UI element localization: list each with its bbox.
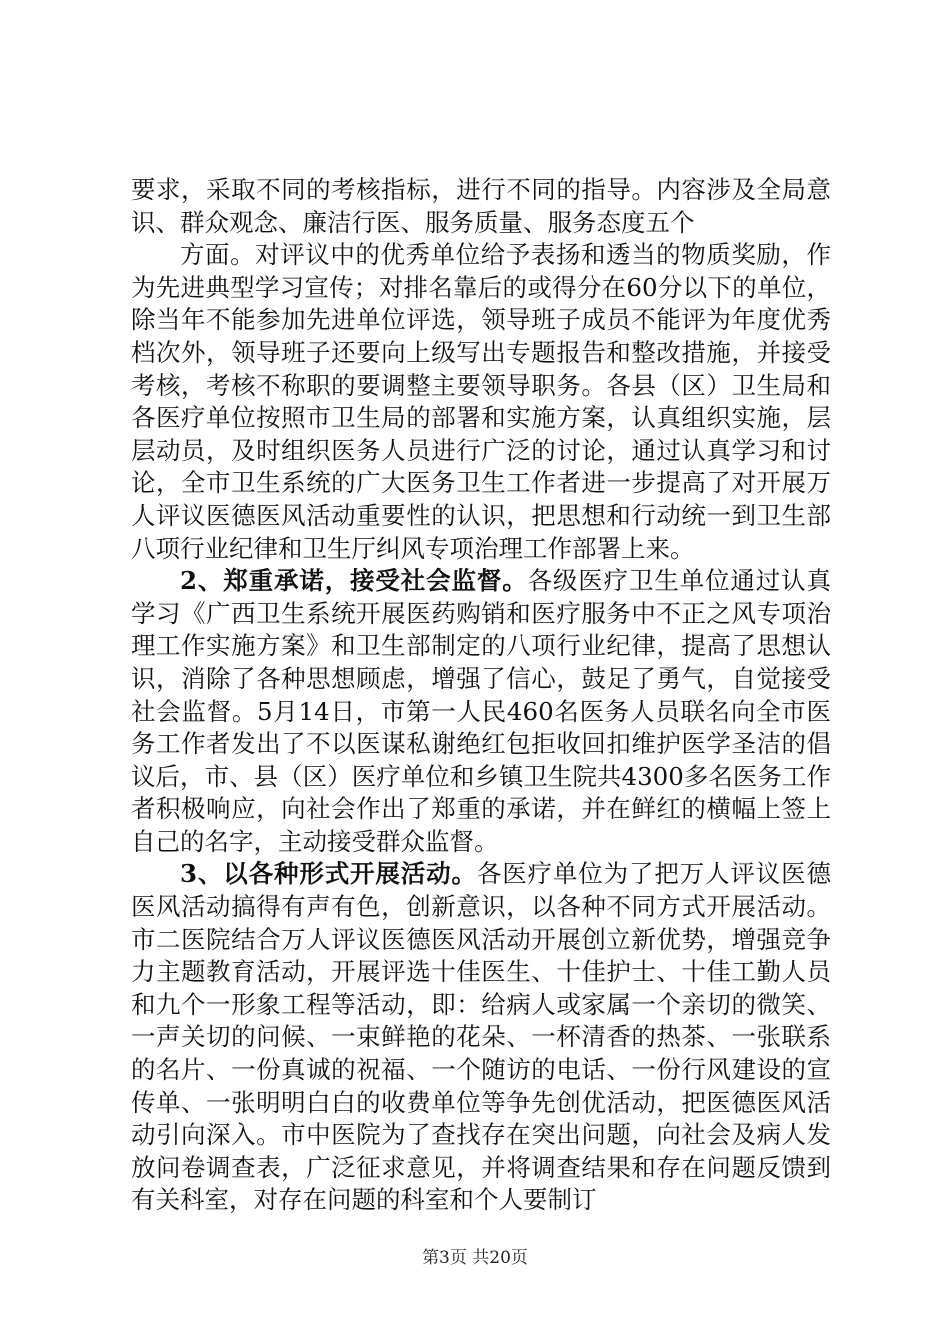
paragraph-text: 各医疗单位为了把万人评议医德医风活动搞得有声有色，创新意识，以各种不同方式开展活动。市二医院结合万人评议医德医风活动开展创立新优势，增强竞争力主题教育活动，开展评选十佳医生、十佳护士、十佳工勤人员和九个一形象工程等活动，即：给病人或家属一个亲切的微笑、一声关切的问候、一束鲜艳的花朵、一杯清香的热茶、一张联系的名片、一份真诚的祝福、一个随访的电话、一份行风建设的宣传单、一张明明白白的收费单位等争先创优活动，把医德医风活动引向深入。市中医院为了查找存在突出问题，向社会及病人发放问卷调查表，广泛征求意见，并将调查结果和存在问题反馈到有关科室，对存在问题的科室和个人要制订 <box>131 859 831 1215</box>
page-total: 共20页 <box>472 1248 528 1268</box>
paragraph-text: 要求，采取不同的考核指标，进行不同的指导。内容涉及全局意识、群众观念、廉洁行医、服务质量、服务态度五个 <box>131 175 831 237</box>
paragraph-1 <box>131 174 831 239</box>
document-body <box>131 174 831 1217</box>
paragraph-text: 各级医疗卫生单位通过认真学习《广西卫生系统开展医药购销和医疗服务中不正之风专项治理工作实施方案》和卫生部制定的八项行业纪律，提高了思想认识，消除了各种思想顾虑，增强了信心，鼓足了勇气，自觉接受社会监督。5月14日，市第一人民460名医务人员联名向全市医务工作者发出了不以医谋私谢绝红包拒收回扣维护医学圣洁的倡议后，市、县（区）医疗单位和乡镇卫生院共4300多名医务工作者积极响应，向社会作出了郑重的承诺，并在鲜红的横幅上签上自己的名字，主动接受群众监督。 <box>131 566 832 856</box>
page-number: 第3页 <box>422 1248 467 1268</box>
paragraph-3 <box>131 565 831 858</box>
page-footer <box>0 1243 950 1268</box>
paragraph-2 <box>131 239 831 565</box>
section-heading: 3、以各种形式开展活动。 <box>180 859 477 889</box>
paragraph-4 <box>131 858 831 1217</box>
section-heading: 2、郑重承诺，接受社会监督。 <box>180 566 528 596</box>
paragraph-text: 方面。对评议中的优秀单位给予表扬和透当的物质奖励，作为先进典型学习宣传；对排名靠后的或得分在60分以下的单位，除当年不能参加先进单位评选，领导班子成员不能评为年度优秀档次外，领导班子还要向上级写出专题报告和整改措施，并接受考核，考核不称职的要调整主要领导职务。各县（区）卫生局和各医疗单位按照市卫生局的部署和实施方案，认真组织实施，层层动员，及时组织医务人员进行广泛的讨论，通过认真学习和讨论，全市卫生系统的广大医务卫生工作者进一步提高了对开展万人评议医德医风活动重要性的认识，把思想和行动统一到卫生部八项行业纪律和卫生厅纠风专项治理工作部署上来。 <box>131 240 831 563</box>
